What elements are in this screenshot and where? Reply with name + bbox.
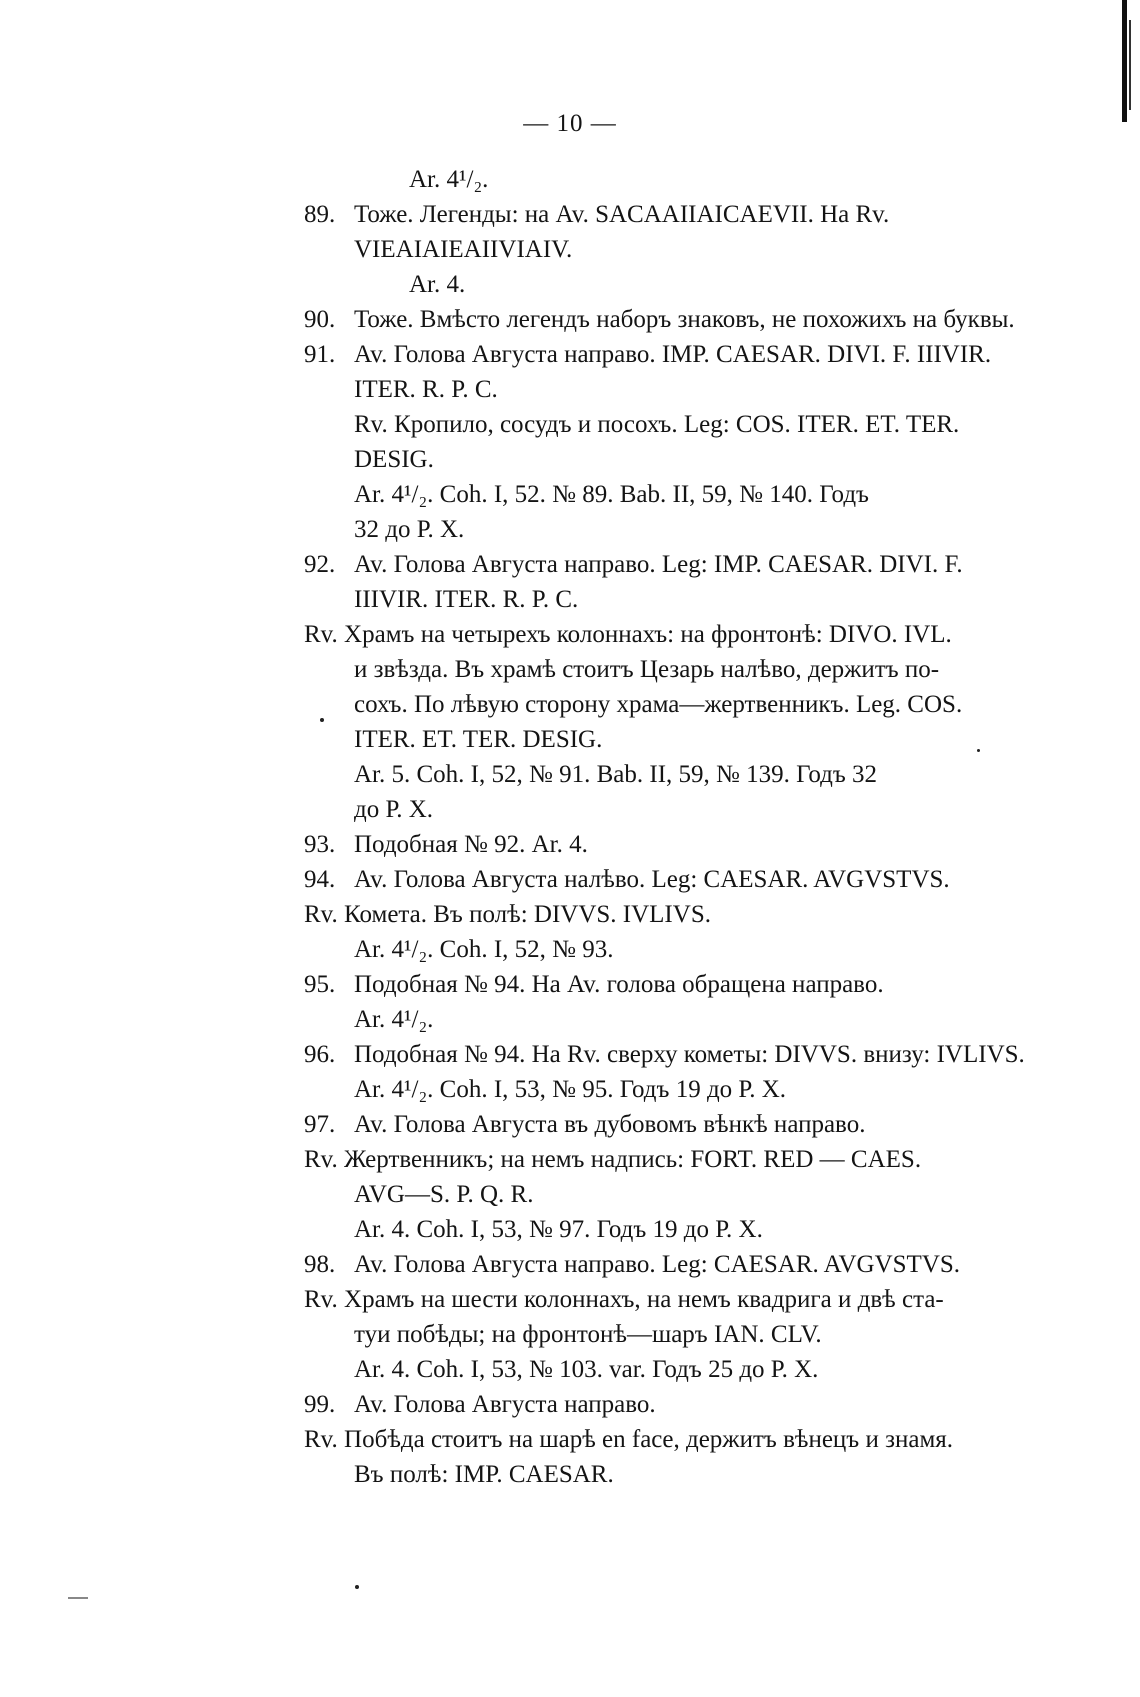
text-line: сохъ. По лѣвую сторону храма—жертвенникъ. Leg. COS. [354,691,963,718]
text-line: Ar. 4. Coh. I, 53, № 103. var. Годъ 25 до Р. Х. [354,1356,819,1383]
entry-94 [304,862,1094,897]
text-line: Ar. 4¹/₂. Coh. I, 52. № 89. Bab. II, 59, № 140. Годъ [354,481,869,508]
page-number: — 10 — [523,110,617,137]
scan-dash [68,1597,88,1599]
entry-90 [304,302,1094,337]
entry-95 [304,967,1094,1002]
text-line: Rv. Храмъ на шести колоннахъ, на немъ квадрига и двѣ ста- [304,1286,944,1313]
text-line: Av. Голова Августа налѣво. Leg: CAESAR. AVGVSTVS. [354,866,950,893]
entry-89 [304,197,1094,232]
entry-99 [304,1387,1094,1422]
scan-edge-mark-thin [1129,20,1131,110]
entry-97 [304,1107,1094,1142]
entry-98 [304,1247,1094,1282]
text-line: туи побѣды; на фронтонѣ—шаръ IAN. CLV. [354,1321,822,1348]
text-line: Av. Голова Августа въ дубовомъ вѣнкѣ направо. [354,1111,866,1138]
entry-number: 94. [304,866,336,893]
text-line: Подобная № 94. На Av. голова обращена направо. [354,971,884,998]
text-line: Подобная № 92. Ar. 4. [354,831,588,858]
text-line: Ar. 4. [409,271,466,298]
entry-91 [304,337,1094,372]
entry-number: 93. [304,831,336,858]
text-line: Rv. Побѣда стоитъ на шарѣ en face, держитъ вѣнецъ и знамя. [304,1426,954,1453]
text-line: ITER. ET. TER. DESIG. [354,726,603,753]
text-line: Ar. 4¹/₂. [409,166,489,193]
text-line: Ar. 4. Coh. I, 53, № 97. Годъ 19 до Р. Х. [354,1216,763,1243]
entry-number: 98. [304,1251,336,1278]
text-line: Rv. Комета. Въ полѣ: DIVVS. IVLIVS. [304,901,711,928]
text-line: Ar. 4¹/₂. Coh. I, 52, № 93. [354,936,614,963]
text-line: Въ полѣ: IMP. CAESAR. [354,1461,614,1488]
text-line: Rv. Кропило, сосудъ и посохъ. Leg: COS. ITER. ET. TER. [354,411,960,438]
text-line: и звѣзда. Въ храмѣ стоитъ Цезарь налѣво, держитъ по- [354,656,940,683]
scan-speck [977,749,980,752]
text-line: Rv. Храмъ на четырехъ колоннахъ: на фронтонѣ: DIVO. IVL. [304,621,952,648]
entry-92 [304,547,1094,582]
entry-number: 91. [304,341,336,368]
entry-number: 92. [304,551,336,578]
text-line: Ar. 4¹/₂. Coh. I, 53, № 95. Годъ 19 до Р. Х. [354,1076,786,1103]
text-line: Av. Голова Августа направо. Leg: CAESAR. AVGVSTVS. [354,1251,961,1278]
catalog-text [304,162,1094,1492]
text-line: 32 до Р. Х. [354,516,465,543]
entry-93 [304,827,1094,862]
scan-speck [355,1585,359,1589]
text-line: Av. Голова Августа направо. [354,1391,656,1418]
text-line: Av. Голова Августа направо. IMP. CAESAR. DIVI. F. IIIVIR. [354,341,992,368]
text-line: Ar. 5. Coh. I, 52, № 91. Bab. II, 59, № 139. Годъ 32 [354,761,878,788]
text-line: Подобная № 94. На Rv. сверху кометы: DIVVS. внизу: IVLIVS. [354,1041,1025,1068]
entry-number: 90. [304,306,336,333]
text-line: ITER. R. P. C. [354,376,498,403]
text-line: до Р. Х. [354,796,434,823]
text-line: DESIG. [354,446,434,473]
text-line: Av. Голова Августа направо. Leg: IMP. CAESAR. DIVI. F. [354,551,963,578]
entry-number: 97. [304,1111,336,1138]
text-line: Rv. Жертвенникъ; на немъ надпись: FORT. RED — CAES. [304,1146,922,1173]
entry-number: 95. [304,971,336,998]
entry-96 [304,1037,1094,1072]
text-line: Тоже. Вмѣсто легендъ наборъ знаковъ, не похожихъ на буквы. [354,306,1015,333]
entry-number: 89. [304,201,336,228]
scan-speck [320,718,324,722]
text-line: VIEAIAIEAIIVIAIV. [354,236,573,263]
text-line: AVG—S. P. Q. R. [354,1181,534,1208]
text-line: Ar. 4¹/₂. [354,1006,434,1033]
entry-number: 96. [304,1041,336,1068]
entry-number: 99. [304,1391,336,1418]
scan-edge-mark [1122,0,1127,122]
text-line: IIIVIR. ITER. R. P. C. [354,586,579,613]
text-line: Тоже. Легенды: на Av. SACAAIIAICAEVII. На Rv. [354,201,890,228]
